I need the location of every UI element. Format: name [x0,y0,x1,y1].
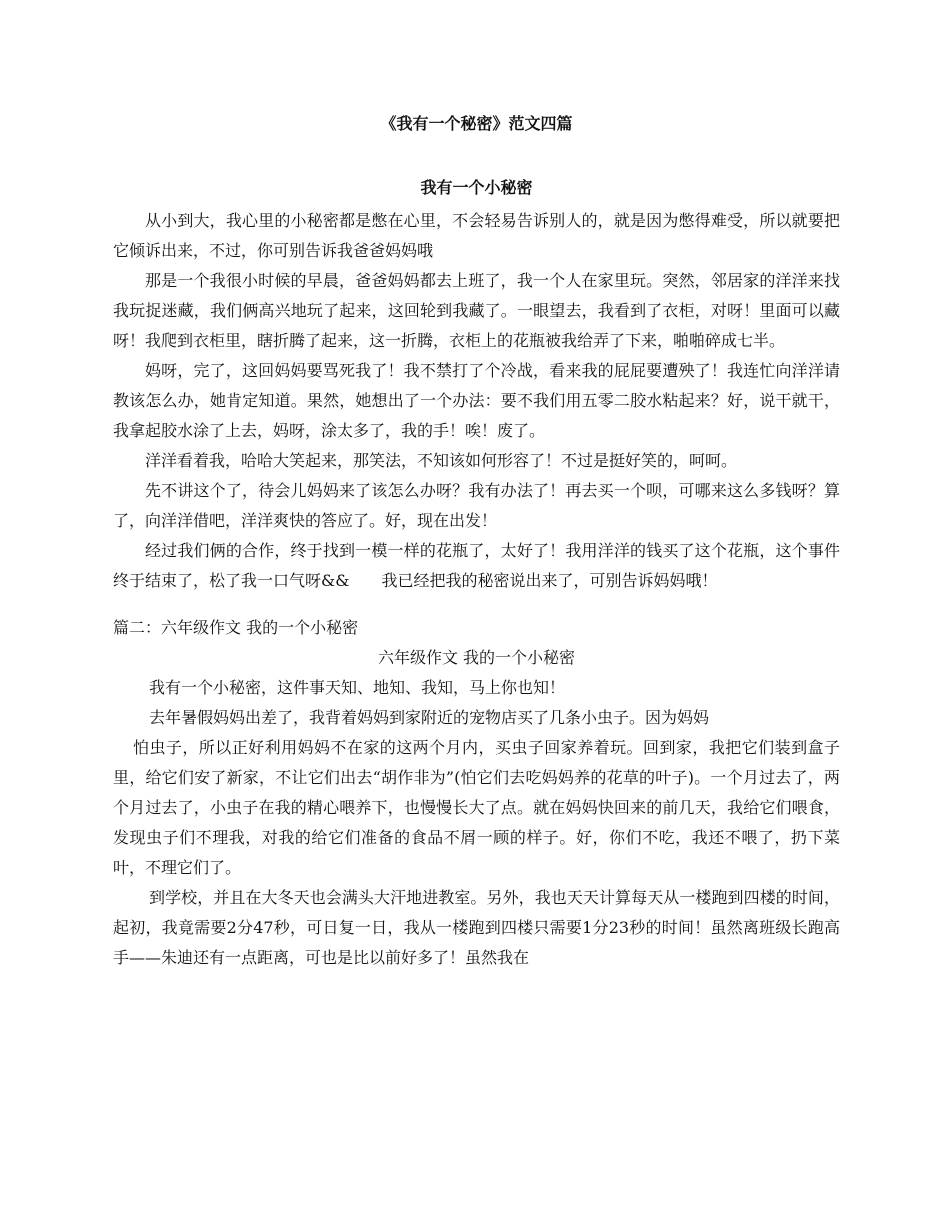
section2-paragraph: 怕虫子，所以正好利用妈妈不在家的这两个月内，买虫子回家养着玩。回到家，我把它们装到盒子里，给它们安了新家，不让它们出去“胡作非为”(怕它们去吃妈妈养的花草的叶子)。一个月过去了，两个月过去了，小虫子在我的精心喂养下，也慢慢长大了点。就在妈妈快回来的前几天，我给它们喂食，发现虫子们不理我，对我的给它们准备的食品不屑一顾的样子。好，你们不吃，我还不喂了，扔下菜叶，不理它们了。 [113,738,840,877]
section2-paragraph: 去年暑假妈妈出差了，我背着妈妈到家附近的宠物店买了几条小虫子。因为妈妈 [149,708,710,727]
section2-heading: 篇二：六年级作文 我的一个小秘密 [113,618,359,637]
section2-subheading: 六年级作文 我的一个小秘密 [377,648,576,667]
section1-paragraph: 先不讲这个了，待会儿妈妈来了该怎么办呀？我有办法了！再去买一个呗，可哪来这么多钱呀？算了，向洋洋借吧，洋洋爽快的答应了。好，现在出发！ [113,481,840,530]
document-title: 《我有一个秘密》范文四篇 [380,114,573,133]
section1-paragraph: 洋洋看着我，哈哈大笑起来，那笑法，不知该如何形容了！不过是挺好笑的，呵呵。 [145,451,738,470]
document-page [113,112,840,973]
section1-paragraph: 从小到大，我心里的小秘密都是憋在心里，不会轻易告诉别人的，就是因为憋得难受，所以就要把它倾诉出来，不过，你可别告诉我爸爸妈妈哦 [113,211,840,260]
section1-paragraph: 那是一个我很小时候的早晨，爸爸妈妈都去上班了，我一个人在家里玩。突然，邻居家的洋洋来找我玩捉迷藏，我们俩高兴地玩了起来，这回轮到我藏了。一眼望去，我看到了衣柜，对呀！里面可以藏呀！我爬到衣柜里，瞎折腾了起来，这一折腾，衣柜上的花瓶被我给弄了下来，啪啪碎成七半。 [113,271,840,350]
section1-paragraph: 经过我们俩的合作，终于找到一模一样的花瓶了，太好了！我用洋洋的钱买了这个花瓶，这个事件终于结束了，松了我一口气呀&& 我已经把我的秘密说出来了，可别告诉妈妈哦！ [113,541,840,590]
section1-paragraph: 妈呀，完了，这回妈妈要骂死我了！我不禁打了个冷战，看来我的屁屁要遭殃了！我连忙向洋洋请教该怎么办，她肯定知道。果然，她想出了一个办法：要不我们用五零二胶水粘起来？好，说干就干，我拿起胶水涂了上去，妈呀，涂太多了，我的手！唉！废了。 [113,361,840,440]
section1-heading: 我有一个小秘密 [420,178,533,197]
section2-paragraph: 我有一个小秘密，这件事天知、地知、我知，马上你也知！ [149,678,566,697]
section2-paragraph: 到学校，并且在大冬天也会满头大汗地进教室。另外，我也天天计算每天从一楼跑到四楼的时间，起初，我竟需要2分47秒，可日复一日，我从一楼跑到四楼只需要1分23秒的时间！虽然离班级长跑高手——朱迪还有一点距离，可也是比以前好多了！虽然我在 [113,888,840,967]
